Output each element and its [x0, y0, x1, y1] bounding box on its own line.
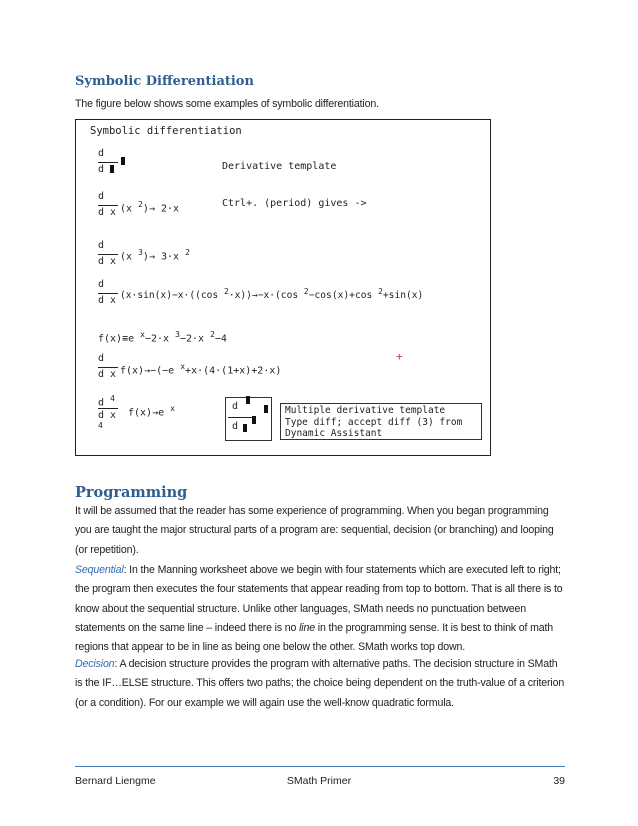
row2-expression: (x $^2$)→ 2·x — [120, 200, 180, 215]
placeholder-icon — [252, 416, 256, 424]
footer-divider — [75, 766, 565, 767]
footer-page-number: 39 — [553, 775, 565, 787]
placeholder-icon — [110, 165, 114, 173]
placeholder-icon — [264, 405, 268, 413]
multiple-derivative-template: d d — [225, 397, 272, 441]
figure-title: Symbolic differentiation — [90, 125, 242, 137]
row7-expression: f(x)→e $^x$ — [128, 404, 175, 419]
placeholder-icon — [243, 424, 247, 432]
section-intro-text: The figure below shows some examples of symbolic differentiation. — [75, 98, 379, 110]
placeholder-icon — [246, 396, 250, 404]
row6-expression: f(x)→−(−e $^x$+x·(4·(1+x)+2·x) — [120, 362, 282, 377]
section-heading-symbolic-differentiation: Symbolic Differentiation — [75, 74, 254, 89]
dynamic-assistant-note: Multiple derivative template Type diff; accept diff (3) from Dynamic Assistant — [280, 403, 482, 440]
row1-note: Derivative template — [222, 161, 337, 172]
decision-paragraph: Decision: A decision structure provides the program with alternative paths. The decision structure in SMath is the IF…ELSE structure. This offers two paths; the choice being dependent on the truth-value of a criterion (or a condition). For our example we will again use the well-know quadratic formula. — [75, 658, 565, 709]
row2-note: Ctrl+. (period) gives -> — [222, 198, 367, 209]
symbolic-differentiation-figure: Symbolic differentiation d d Derivative template d d x (x $^2$)→ 2·x Ctrl+. (period) gives -> d d x (x $^3$)→ 3·x $^2$ d d x (x·sin(x)−x·((cos $^2$·x))→−x·(cos $^2$−cos(x)+cos $^2$+sin(x) f(x)≡e $^x$−2·x $^3$−2·x $^2$−4 d d x f(x)→−(−e $^x$+x·(4·(1+x)+2·x) + d $^4$ d x $^4$ f(x)→e $^x$ d d Multiple derivative template Type diff; accept diff (3) from Dynamic Assistant — [75, 119, 491, 456]
row4-expression: (x·sin(x)−x·((cos $^2$·x))→−x·(cos $^2$−cos(x)+cos $^2$+sin(x) — [120, 287, 424, 302]
placeholder-icon — [121, 157, 125, 165]
sequential-paragraph: Sequential: In the Manning worksheet above we begin with four statements which are executed left to right; the program then executes the four statements that appear reading from top to bottom. That is all there is to know about the sequential structure. Unlike other languages, SMath needs no punctuation between statements on the same line – indeed there is no line in the programming sense. It is best to think of math regions that appear to be in line as being one below the other. SMath works top down. — [75, 564, 563, 654]
sequential-lead: Sequential — [75, 564, 124, 576]
fraction-numerator: d — [98, 148, 105, 159]
red-cursor-plus: + — [396, 350, 403, 363]
row5-function-definition: f(x)≡e $^x$−2·x $^3$−2·x $^2$−4 — [98, 330, 227, 345]
row3-expression: (x $^3$)→ 3·x $^2$ — [120, 248, 190, 263]
decision-lead: Decision — [75, 658, 115, 670]
section-heading-programming: Programming — [75, 484, 188, 501]
fraction-denominator: d — [98, 164, 118, 175]
footer-author: Bernard Liengme — [75, 775, 156, 787]
programming-paragraph: It will be assumed that the reader has some experience of programming. When you began programming you are taught the major structural parts of a program are: sequential, decision (or branching) and looping (or repetition). — [75, 505, 554, 556]
footer-book-title: SMath Primer — [286, 775, 352, 787]
